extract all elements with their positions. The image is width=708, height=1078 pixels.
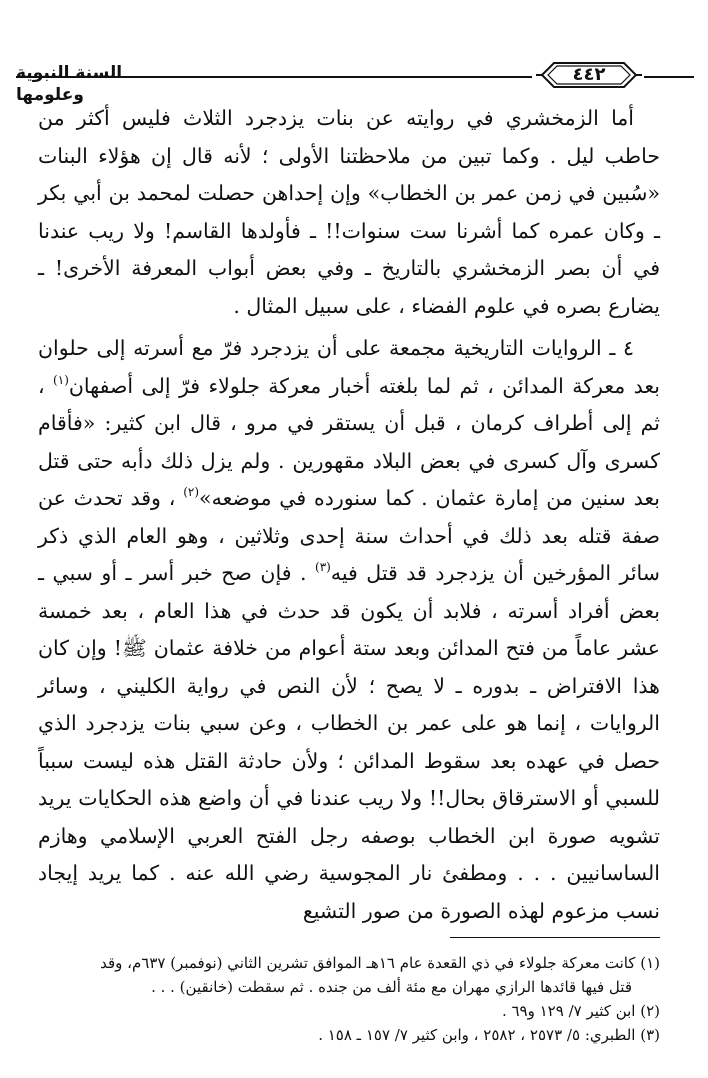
paragraph-segment: ٤ ـ الروايات التاريخية مجمعة على أن يزدجرد فرّ مع أسرته إلى حلوان بعد معركة المدائن ، ثم لما بلغته أخبار معركة جلولاء فرّ إلى أصفهان xyxy=(38,336,660,398)
header-rule xyxy=(16,76,532,78)
footnote-reference: (٢) xyxy=(183,485,200,499)
header-rule xyxy=(644,76,694,78)
page-number-badge xyxy=(536,60,642,90)
footnote-3: (٣) الطبري: ٥/ ٢٥٧٣ ، ٢٥٨٢ ، وابن كثير ٧/ ١٥٧ ـ ١٥٨ . xyxy=(318,1026,660,1044)
page-number: ٤٤٢ xyxy=(572,64,606,85)
running-header xyxy=(16,60,696,105)
paragraph-segment: ، ثم إلى أطراف كرمان ، قبل أن يستقر في مرو ، قال ابن كثير: «فأقام كسرى وآل كسرى في بعض البلاد مقهورين . ولم يزل ذلك دأبه حتى قتل بعد سنين من إمارة عثمان . كما سنورده في موضعه» xyxy=(38,373,660,510)
footnote-reference: (٣) xyxy=(315,560,331,574)
paragraph-segment: ، وقد تحدث عن صفة قتله بعد ذلك في أحداث سنة إحدى وثلاثين ، وهو العام الذي ذكر سائر المؤرخين أن يزدجرد قد قتل فيه xyxy=(38,486,660,585)
footnote-2: (٢) ابن كثير ٧/ ١٢٩ و٦٩ . xyxy=(501,1002,660,1020)
footnote-separator xyxy=(450,937,660,938)
paragraph: أما الزمخشري في روايته عن بنات يزدجرد الثلاث فليس أكثر من حاطب ليل . وكما تبين من ملاحظتنا الأولى ؛ لأنه قال إن هؤلاء البنات «سُبين في زمن عمر بن الخطاب» وإن إحداهن حصلت لمحمد بن أبي بكر ـ وكان عمره كما أشرنا ست سنوات!! ـ فأولدها القاسم! ولا ريب عندنا في أن بصر الزمخشري بالتاريخ ـ وفي بعض أبواب المعرفة الأخرى! ـ يضارع بصره في علوم الفضاء ، على سبيل المثال . xyxy=(38,106,660,318)
main-text xyxy=(38,100,660,930)
footnotes xyxy=(30,951,660,1047)
footnote-1-continuation: قتل فيها قائدها الرازي مهران مع مئة ألف من جنده . ثم سقطت (خانقين) . . . xyxy=(151,978,632,996)
paragraph xyxy=(38,330,660,930)
footnote-1: (١) كانت معركة جلولاء في ذي القعدة عام ١٦هـ الموافق تشرين الثاني (نوفمبر) ٦٣٧م، وقد xyxy=(100,954,660,972)
paragraph-segment: . فإن صح خبر أسر ـ أو سبي ـ بعض أفراد أسرته ، فلابد أن يكون قد حدث في هذا العام ، بعد خمسة عشر عاماً من فتح المدائن وبعد ستة أعوام من خلافة عثمان ﷺ! وإن كان هذا الافتراض ـ بدوره ـ لا يصح ؛ لأن النص في رواية الكليني ، وسائر الروايات ، إنما هو على عمر بن الخطاب ، وعن سبي بنات يزدجرد الذي حصل في عهده بعد سقوط المدائن ؛ ولأن حادثة القتل هذه ليست سبباً للسبي أو الاسترقاق بحال!! ولا ريب عندنا في أن واضع هذه الحكايات يريد تشويه صورة ابن الخطاب بوصفه رجل الفتح العربي الإسلامي وهازم الساسانيين . . . ومطفئ نار المجوسية رضي الله عنه . كما يريد إيجاد نسب مزعوم لهذه الصورة من صور التشيع xyxy=(38,561,660,923)
footnote-reference: (١) xyxy=(53,372,69,387)
running-title: السنة النبوية وعلومها xyxy=(16,63,123,105)
